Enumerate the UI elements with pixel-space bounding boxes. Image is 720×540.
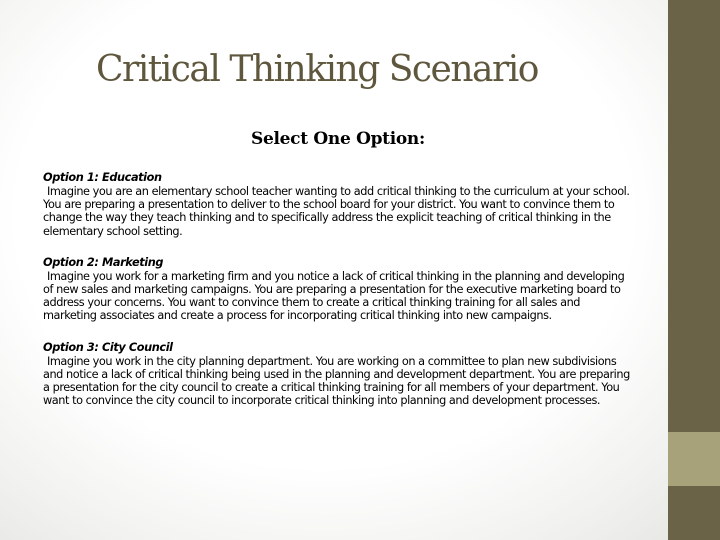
option-heading: Option 1: Education bbox=[43, 171, 162, 184]
option-marketing bbox=[43, 255, 633, 323]
option-body: Imagine you work in the city planning department. You are working on a committee to plan new subdivisions and notice a lack of critical thinking being used in the planning and development department. You are preparing a presentation for the city council to create a critical thinking training for all members of your department. You want to convince the city council to incorporate critical thinking into planning and development processes. bbox=[43, 354, 630, 408]
option-city-council bbox=[43, 340, 633, 408]
slide-subtitle: Select One Option: bbox=[251, 129, 425, 149]
option-heading: Option 2: Marketing bbox=[43, 255, 164, 269]
option-heading: Option 3: City Council bbox=[43, 340, 173, 354]
option-body: Imagine you are an elementary school teacher wanting to add critical thinking to the curriculum at your school. You are preparing a presentation to deliver to the school board for your district. You want to convince them to change the way they teach thinking and to specifically address the explicit teaching of critical thinking in the elementary school setting. bbox=[43, 185, 630, 238]
slide-content bbox=[43, 126, 633, 424]
slide-title: Critical Thinking Scenario bbox=[96, 49, 538, 90]
option-body: Imagine you work for a marketing firm and you notice a lack of critical thinking in the planning and developing of new sales and marketing campaigns. You are preparing a presentation for the executive marketing board to address your concerns. You want to convince them to create a critical thinking training for all sales and marketing associates and create a process for incorporating critical thinking into new campaigns. bbox=[43, 269, 625, 323]
option-education bbox=[43, 170, 633, 238]
side-accent-block bbox=[668, 432, 720, 486]
